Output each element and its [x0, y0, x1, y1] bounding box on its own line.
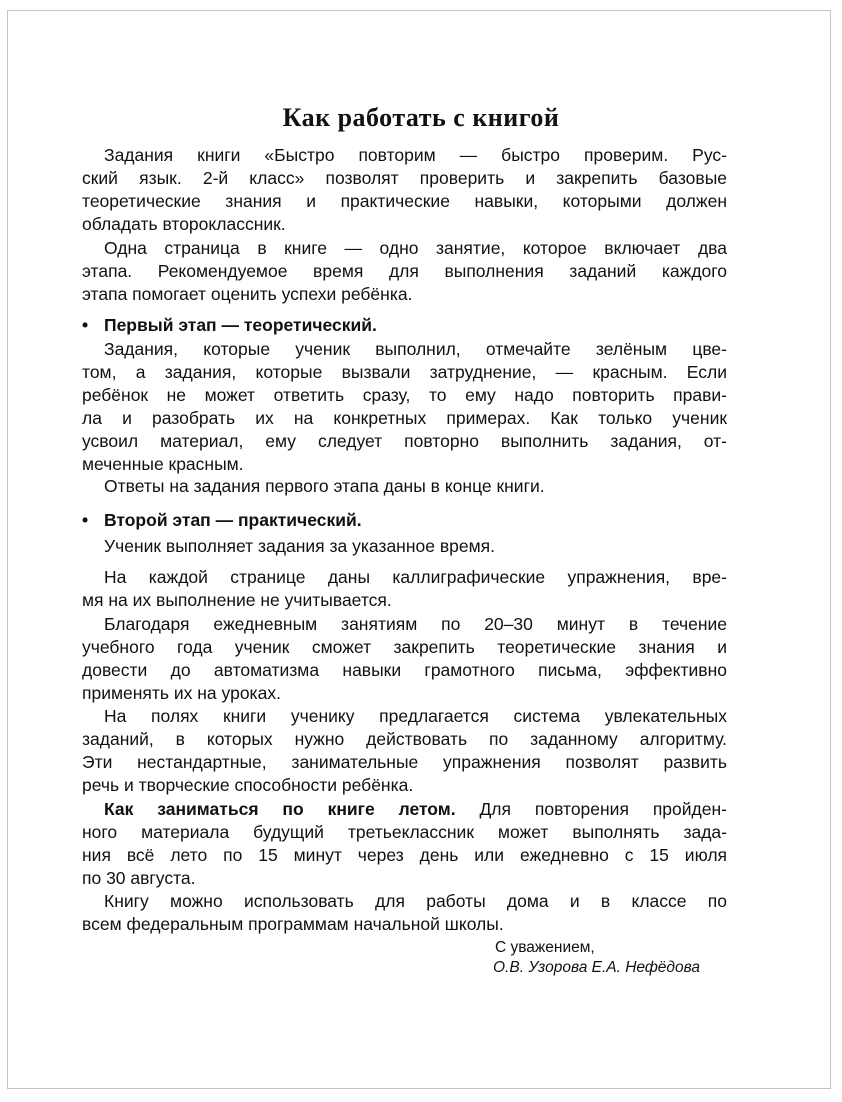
text-line: [82, 774, 727, 797]
line-text: Задания, которые ученик выполнил, отмечайте зелёным цве-: [104, 338, 727, 359]
text-line: [82, 821, 727, 844]
text-line: [82, 475, 727, 498]
line-text: Для повторения пройден-: [455, 798, 727, 819]
text-line: [82, 167, 727, 190]
bold-lead: Как заниматься по книге летом.: [104, 798, 456, 819]
text-line: [82, 283, 727, 306]
line-text: Первый этап — теоретический.: [104, 314, 377, 335]
paragraph: [82, 705, 727, 797]
line-text: На каждой странице даны каллиграфические упражнения, вре-: [104, 566, 727, 587]
bullet-icon: •: [82, 509, 89, 530]
line-text: ребёнок не может ответить сразу, то ему надо повторить прави-: [82, 384, 727, 405]
signature-greeting: С уважением,: [495, 939, 595, 956]
line-text: На полях книги ученику предлагается система увлекательных: [104, 705, 727, 726]
text-line: [82, 430, 727, 453]
text-line: [82, 213, 727, 236]
section-heading: [82, 509, 727, 532]
text-line: [82, 890, 727, 913]
line-text: Книгу можно использовать для работы дома и в классе по: [104, 890, 727, 911]
text-line: [82, 535, 727, 558]
line-text: Одна страница в книге — одно занятие, которое включает два: [104, 237, 727, 258]
paragraph: [82, 535, 727, 558]
line-text: этапа помогает оценить успехи ребёнка.: [82, 283, 413, 304]
line-text: ного материала будущий третьеклассник может выполнять зада-: [82, 821, 727, 842]
text-line: [82, 705, 727, 728]
line-text: Эти нестандартные, занимательные упражнения позволят развить: [82, 751, 727, 772]
text-line: [82, 798, 727, 821]
text-line: [82, 144, 727, 167]
text-line: [82, 867, 727, 890]
text-line: [82, 314, 727, 337]
text-line: [82, 384, 727, 407]
line-text: обладать второклассник.: [82, 213, 286, 234]
paragraph: [82, 475, 727, 498]
line-text: учебного года ученик сможет закрепить теоретические знания и: [82, 636, 727, 657]
text-line: [82, 237, 727, 260]
signature-authors: О.В. Узорова Е.А. Нефёдова: [493, 959, 700, 976]
line-text: том, а задания, которые вызвали затруднение, — красным. Если: [82, 361, 727, 382]
line-text: меченные красным.: [82, 453, 244, 474]
section-heading: [82, 314, 727, 337]
paragraph: [82, 338, 727, 476]
text-line: [82, 453, 727, 476]
text-line: [82, 260, 727, 283]
text-line: [82, 659, 727, 682]
bullet-icon: •: [82, 314, 89, 335]
text-line: [82, 407, 727, 430]
text-line: [82, 338, 727, 361]
text-line: [82, 844, 727, 867]
line-text: Благодаря ежедневным занятиям по 20–30 минут в течение: [104, 613, 727, 634]
paragraph: [82, 237, 727, 306]
line-text: Ответы на задания первого этапа даны в конце книги.: [104, 475, 545, 496]
text-line: [82, 636, 727, 659]
line-text: мя на их выполнение не учитывается.: [82, 589, 392, 610]
line-text: этапа. Рекомендуемое время для выполнения заданий каждого: [82, 260, 727, 281]
text-line: [82, 190, 727, 213]
text-line: [82, 913, 727, 936]
line-text: теоретические знания и практические навыки, которыми должен: [82, 190, 727, 211]
line-text: довести до автоматизма навыки грамотного письма, эффективно: [82, 659, 727, 680]
line-text: речь и творческие способности ребёнка.: [82, 774, 414, 795]
text-line: [82, 682, 727, 705]
signature: [495, 938, 700, 978]
paragraph: [82, 798, 727, 890]
line-text: ский язык. 2-й класс» позволят проверить и закрепить базовые: [82, 167, 727, 188]
text-line: [82, 728, 727, 751]
text-line: [82, 509, 727, 532]
text-line: [82, 361, 727, 384]
page-title: Как работать с книгой: [282, 103, 560, 132]
text-line: [82, 566, 727, 589]
paragraph: [82, 613, 727, 705]
paragraph: [82, 890, 727, 936]
text-line: [82, 751, 727, 774]
line-text: заданий, в которых нужно действовать по заданному алгоритму.: [82, 728, 727, 749]
paragraph: [82, 566, 727, 612]
line-text: усвоил материал, ему следует повторно выполнить задания, от-: [82, 430, 727, 451]
line-text: всем федеральным программам начальной школы.: [82, 913, 504, 934]
paragraph: [82, 144, 727, 236]
line-text: применять их на уроках.: [82, 682, 281, 703]
text-line: [82, 613, 727, 636]
line-text: Задания книги «Быстро повторим — быстро проверим. Рус-: [104, 144, 727, 165]
line-text: по 30 августа.: [82, 867, 196, 888]
line-text: ния всё лето по 15 минут через день или ежедневно с 15 июля: [82, 844, 727, 865]
line-text: Ученик выполняет задания за указанное время.: [104, 535, 495, 556]
line-text: Второй этап — практический.: [104, 509, 362, 530]
text-line: [82, 589, 727, 612]
line-text: ла и разобрать их на конкретных примерах. Как только ученик: [82, 407, 727, 428]
